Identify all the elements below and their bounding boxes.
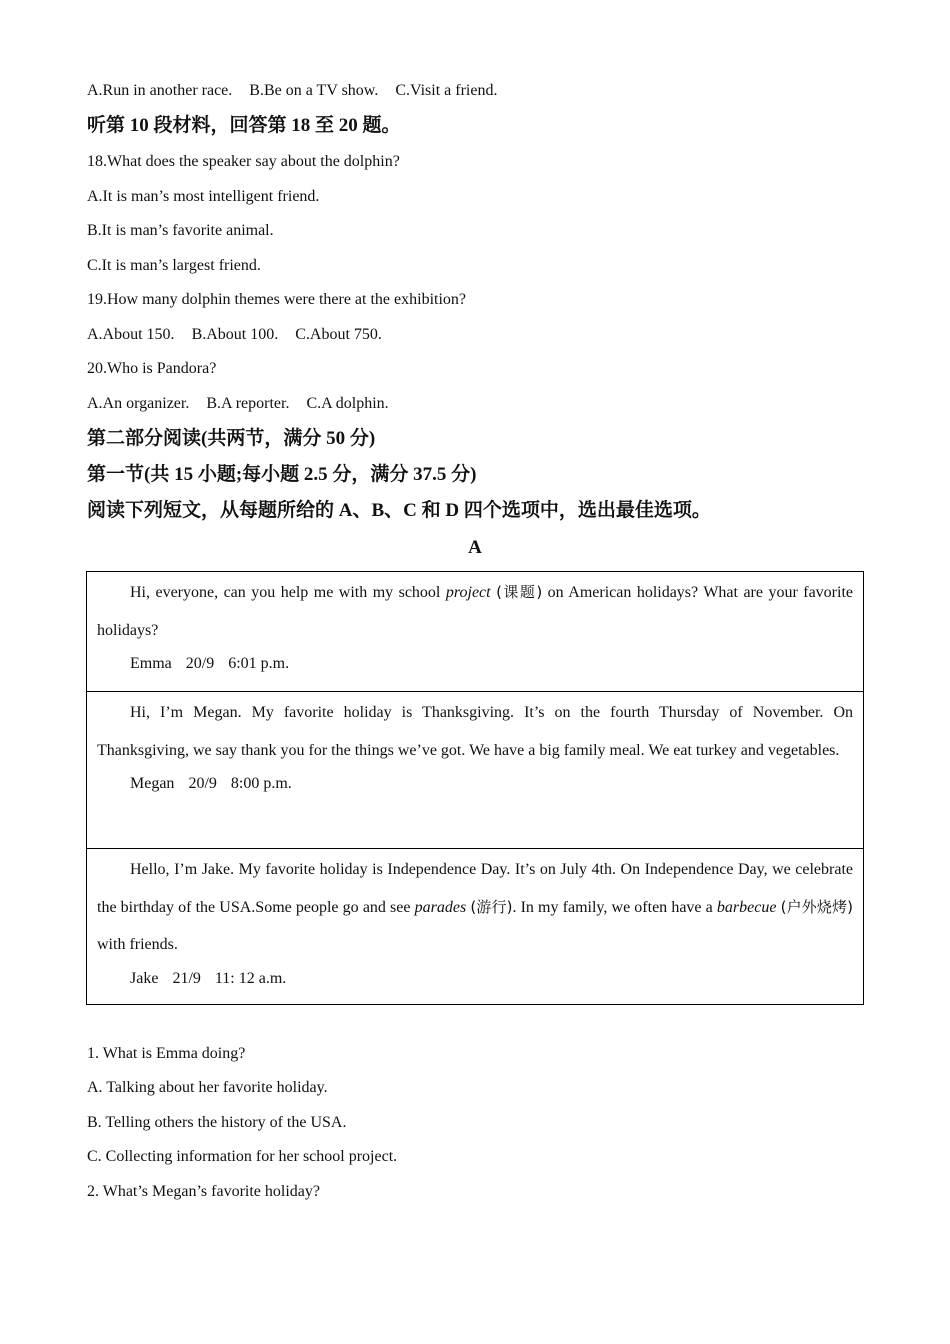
q1-option-b: B. Telling others the history of the USA.	[87, 1114, 347, 1131]
section10-heading: 听第 10 段材料，回答第 18 至 20 题。	[87, 115, 401, 136]
post-megan-time: 8:00 p.m.	[230, 775, 292, 792]
forum-posts-table	[86, 571, 864, 1005]
q18-question: 18.What does the speaker say about the dolphin?	[87, 153, 400, 170]
post-jake-date: 21/9	[172, 969, 201, 987]
q19-option-a: A.About 150.	[87, 326, 175, 343]
post-jake-time: 11: 12 a.m.	[214, 969, 287, 987]
section1-heading: 第一节(共 15 小题;每小题 2.5 分，满分 37.5 分)	[87, 464, 477, 485]
post-megan	[87, 692, 863, 849]
q20-question: 20.Who is Pandora?	[87, 360, 217, 377]
q20-option-b: B.A reporter.	[206, 395, 290, 412]
post-megan-name: Megan	[130, 775, 175, 792]
q17-option-c: C.Visit a friend.	[395, 82, 498, 99]
post-emma-date: 20/9	[185, 655, 215, 672]
q18-option-c: C.It is man’s largest friend.	[87, 257, 261, 274]
post-megan-text: Hi, I’m Megan. My favorite holiday is Thanksgiving. It’s on the fourth Thursday of November. On Thanksgiving, we say thank you for the things we’ve got. We have a big family meal. We eat turkey and vegetables.	[97, 704, 853, 759]
post-jake-text: Hello, I’m Jake. My favorite holiday is Independence Day. It’s on July 4th. On Independence Day, we celebrate the birthday of the USA.Some people go and see parades (游行). In my family, we often have a barbecue (户外烧烤) with friends.	[97, 861, 853, 953]
q1-question: 1. What is Emma doing?	[87, 1045, 246, 1062]
q17-option-b: B.Be on a TV show.	[249, 82, 379, 99]
post-megan-signature	[97, 774, 853, 794]
q17-options	[87, 81, 514, 101]
q1-option-a: A. Talking about her favorite holiday.	[87, 1079, 328, 1096]
post-emma-time: 6:01 p.m.	[228, 655, 290, 672]
q20-options	[87, 394, 406, 414]
q18-option-a: A.It is man’s most intelligent friend.	[87, 188, 320, 205]
q19-options	[87, 325, 399, 345]
q2-question: 2. What’s Megan’s favorite holiday?	[87, 1183, 320, 1200]
post-jake-name: Jake	[130, 969, 159, 987]
post-emma-signature	[97, 654, 853, 674]
q19-question: 19.How many dolphin themes were there at the exhibition?	[87, 291, 467, 308]
post-emma-name: Emma	[130, 655, 172, 672]
post-megan-date: 20/9	[188, 775, 217, 792]
passage-title: A	[468, 537, 482, 558]
part2-heading: 第二部分阅读(共两节，满分 50 分)	[87, 428, 376, 449]
q1-option-c: C. Collecting information for her school project.	[87, 1148, 398, 1165]
post-jake-signature	[97, 969, 853, 989]
post-jake	[87, 849, 863, 1004]
instructions: 阅读下列短文，从每题所给的 A、B、C 和 D 四个选项中，选出最佳选项。	[87, 500, 711, 521]
q20-option-c: C.A dolphin.	[306, 395, 389, 412]
post-emma-text: Hi, everyone, can you help me with my school project (课题) on American holidays? What are your favorite holidays?	[97, 583, 854, 639]
q18-option-b: B.It is man’s favorite animal.	[87, 222, 274, 239]
q19-option-c: C.About 750.	[295, 326, 382, 343]
q17-option-a: A.Run in another race.	[87, 82, 233, 99]
post-emma	[87, 572, 863, 692]
q19-option-b: B.About 100.	[191, 326, 279, 343]
q20-option-a: A.An organizer.	[87, 395, 190, 412]
